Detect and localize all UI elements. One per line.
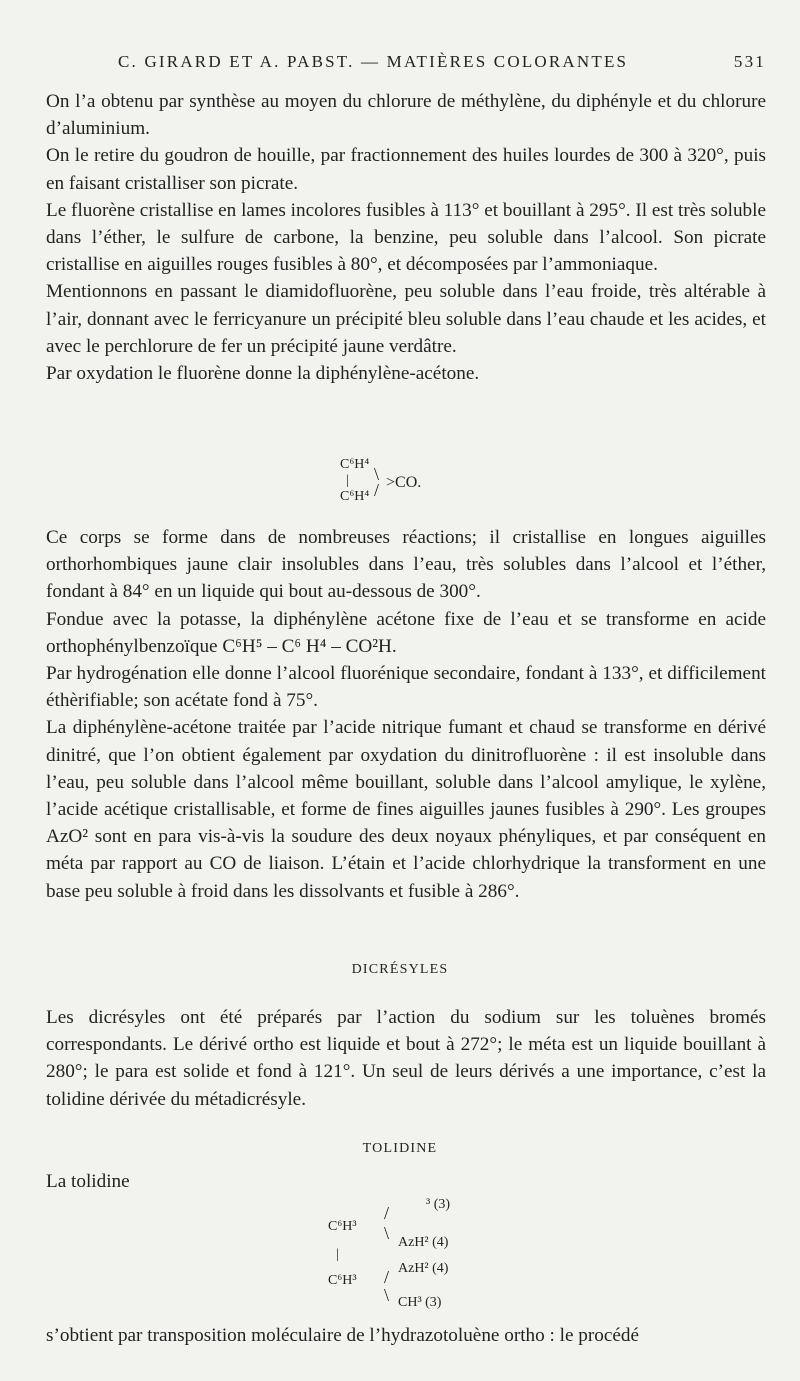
text-block-fluorene <box>46 88 766 387</box>
paragraph: Mentionnons en passant le diamidofluorène, peu soluble dans l’eau froide, très altérable à l’air, donnant avec le ferricyanure un précipité bleu soluble dans l’eau chaude et les acides, et avec le perchlorure de fer un précipité jaune verdâtre. <box>46 281 766 357</box>
paragraph: Ce corps se forme dans de nombreuses réactions; il cristallise en longues aiguilles orthorhombiques jaune clair insolubles dans l’eau, très solubles dans l’alcool et l’éther, fondant à 84° en un liquide qui bout au-dessous de 300°. <box>46 527 766 603</box>
formula-diphenylene-acetone <box>340 458 460 508</box>
bracket-bottom: / <box>374 480 380 500</box>
paragraph: Les dicrésyles ont été préparés par l’action du sodium sur les toluènes bromés correspondants. Le dérivé ortho est liquide et bout à 272°; le méta est un liquide bouillant à 280°; le para est solide et fond à 121°. Un seul de leurs dérivés a une importance, c’est la tolidine dérivée du métadicrésyle. <box>46 1007 766 1110</box>
paragraph: Fondue avec la potasse, la diphénylène acétone fixe de l’eau et se transforme en acide orthophénylbenzoïque C⁶H⁵ – C⁶ H⁴ – CO²H. <box>46 608 766 657</box>
paragraph: Le fluorène cristallise en lames incolores fusibles à 113° et bouillant à 295°. Il est très soluble dans l’éther, le sulfure de carbone, la benzine, peu soluble dans l’alcool. Son picrate cristallise en aiguilles rouges fusibles à 80°, et décomposées par l’ammoniaque. <box>46 199 766 276</box>
bond-backslash-bottom: \ <box>384 1285 390 1305</box>
section-title-tolidine: TOLIDINE <box>362 1141 438 1156</box>
formula-tolidine-row4-right: AzH² (4) <box>398 1261 449 1276</box>
page-number: 531 <box>733 52 766 71</box>
formula-top: C⁶H⁴ <box>340 457 370 472</box>
section-title-dicresyles: DICRÉSYLES <box>351 962 449 977</box>
tolidine-final <box>46 1322 766 1349</box>
formula-tolidine-row4-left: C⁶H³ <box>328 1273 357 1288</box>
header-title: C. GIRARD ET A. PABST. — MATIÈRES COLORANTES <box>118 52 629 71</box>
bond-slash-top: / <box>384 1203 390 1223</box>
paragraph: Par hydrogénation elle donne l’alcool fluorénique secondaire, fondant à 133°, et difficilement éthèrifiable; son acétate fond à 75°. <box>46 663 766 712</box>
formula-tolidine-row2-left: C⁶H³ <box>328 1219 357 1234</box>
tolidine-intro <box>46 1168 766 1195</box>
paragraph: On le retire du goudron de houille, par fractionnement des huiles lourdes de 300 à 320°, puis en faisant cristalliser son picrate. <box>46 145 766 194</box>
formula-tolidine-row1: ³ (3) <box>426 1197 451 1212</box>
paragraph: On l’a obtenu par synthèse au moyen du chlorure de méthylène, du diphényle et du chlorure d’aluminium. <box>46 91 766 140</box>
paragraph: s’obtient par transposition moléculaire de l’hydrazotoluène ortho : le procédé <box>46 1325 640 1346</box>
paragraph: Par oxydation le fluorène donne la diphénylène-acétone. <box>46 363 480 385</box>
bond-vertical: | <box>346 473 349 488</box>
text-block-acetone <box>46 524 766 905</box>
paragraph: La tolidine <box>46 1171 130 1192</box>
bond-backslash-top: \ <box>384 1223 390 1243</box>
formula-tolidine <box>328 1198 488 1318</box>
formula-bottom: C⁶H⁴ <box>340 489 370 504</box>
formula-tolidine-row5: CH³ (3) <box>398 1295 442 1310</box>
carbonyl-group: >CO. <box>386 474 422 491</box>
text-block-dicresyles <box>46 1004 766 1113</box>
bond-slash-bottom: / <box>384 1267 390 1287</box>
running-header <box>118 52 766 72</box>
formula-tolidine-row2-right: AzH² (4) <box>398 1235 449 1250</box>
bond-vertical-tolidine: | <box>336 1247 339 1262</box>
bracket-top: \ <box>374 464 380 484</box>
paragraph: La diphénylène-acétone traitée par l’acide nitrique fumant et chaud se transforme en dérivé dinitré, que l’on obtient également par oxydation du dinitrofluorène : il est insoluble dans l’eau, peu soluble dans l’alcool même bouillant, soluble dans l’alcool amylique, le xylène, l’acide acétique cristallisable, et forme de fines aiguilles jaunes fusibles à 290°. Les groupes AzO² sont en para vis-à-vis la soudure des deux noyaux phényliques, et par conséquent en méta par rapport au CO de liaison. L’étain et l’acide chlorhydrique la transforment en une base peu soluble à froid dans les dissolvants et fusible à 286°. <box>46 717 766 902</box>
